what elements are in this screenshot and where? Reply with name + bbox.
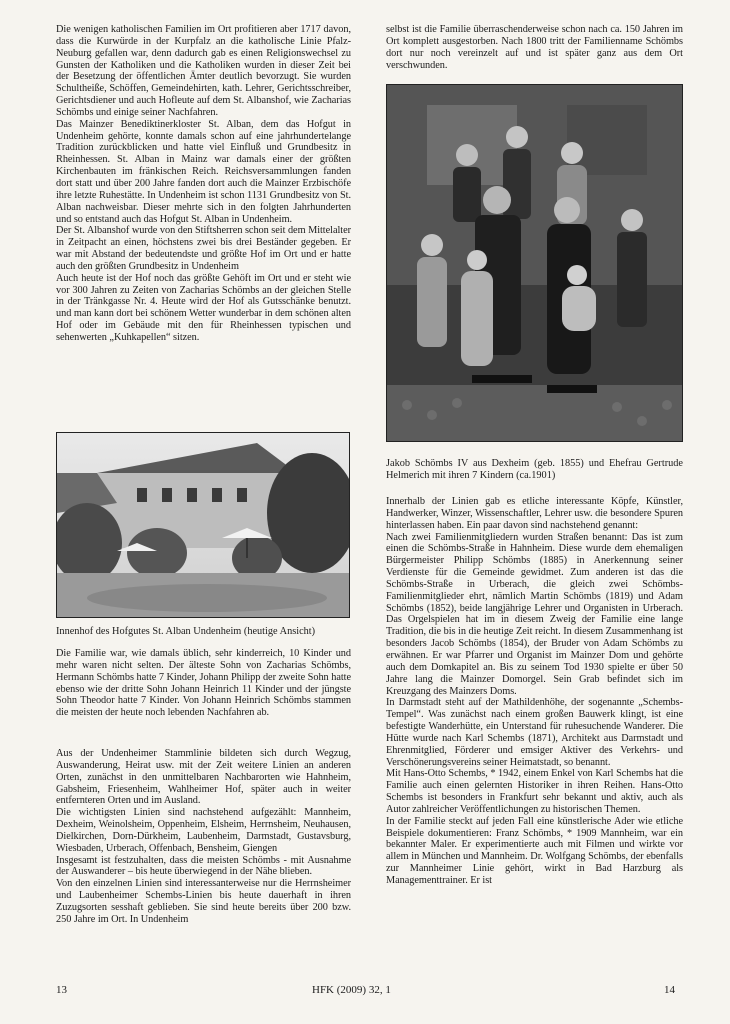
right-column-bottom [386, 496, 683, 887]
right-column-top [386, 24, 683, 71]
left-paragraph-7: Die wichtigsten Linien sind nachstehend aufgezählt: Mannheim, Dexheim, Weinolsheim, Oppenheim, Elsheim, Herrnsheim, Neuhausen, Dielkirchen, Dorn-Dürkheim, Laubenheim, Darmstadt, Gustavsburg, Wiesbaden, Urberach, Offenbach, Bensheim, Giengen [56, 807, 351, 854]
courtyard-photo [56, 432, 350, 618]
left-column-top [56, 24, 351, 344]
family-portrait-photo [386, 84, 683, 442]
left-paragraph-4: Auch heute ist der Hof noch das größte Gehöft im Ort und er steht wie vor 300 Jahren zu Zeiten von Zacharias Schömbs an der gleichen Stelle in der Tränkgasse Nr. 4. Heute wird der Hof als Gutsschänke benutzt. und man kann dort bei schönem Wetter wunderbar in dem schönen alten Hof oder im Gebäude mit den für Rheinhessen typischen und sehenwerten „Kuhkapellen“ sitzen. [56, 272, 351, 343]
left-paragraph-9: Von den einzelnen Linien sind interessanterweise nur die Herrnsheimer und Laubenheimer Schembs-Linien bis heute dauerhaft in ihren Zuzugsorten sesshaft geblieben. Sie sind heute bereits über 200 bzw. 250 Jahre im Ort. In Undenheim [56, 878, 351, 925]
right-photo-caption-box [386, 458, 683, 482]
left-paragraph-6: Aus der Undenheimer Stammlinie bildeten sich durch Wegzug, Auswanderung, Heirat usw. mit der Zeit weitere Linien an anderen Orten, zunächst in den unmittelbaren Nachbarorten wie Hahnheim, Gabsheim, Friesenheim, Wahlheimer Hof, später auch in weiter entfernteren Orten und im Ausland. [56, 748, 351, 807]
right-paragraph-2: Innerhalb der Linien gab es etliche interessante Köpfe, Künstler, Handwerker, Winzer, Wissenschaftler, Lehrer usw. die besondere Spuren hinterlassen haben. Ein paar davon sind nachstehend genannt: [386, 496, 683, 531]
left-paragraph-5: Die Familie war, wie damals üblich, sehr kinderreich, 10 Kinder und mehr waren nicht selten. Der älteste Sohn von Zacharias Schömbs, Hermann Schömbs hatte 7 Kinder, Johann Philipp der zweite Sohn hatte ebenso wie der dritte Sohn Johann Heinrich 11 Kinder und der jüngste Sohn Theodor hatte 7 Kinder. Von Johann Heinrich Schömbs stammen die meisten der heute noch lebenden Nachfahren ab. [56, 648, 351, 719]
right-paragraph-4: In Darmstadt steht auf der Mathildenhöhe, der sogenannte „Schembs-Tempel“. Was zunächst nach einem großen Bauwerk klingt, ist eine befestigte Wanderhütte, ein Unterstand für ruhesuchende Wanderer. Die Hütte wurde nach Karl Schembs (1871), Architekt aus Darmstadt und Ehrenmitglied, Förderer und emsiger Aktiver des Verkehrs- und Verschönerungsvereins seiner Heimatstadt, so benannt. [386, 697, 683, 768]
page-number-left: 13 [56, 984, 67, 996]
right-paragraph-6: In der Familie steckt auf jeden Fall eine künstlerische Ader wie etliche Beispiele dokumentieren: Franz Schömbs, * 1909 Mannheim, war ein bekannter Maler. Er experimentierte auch mit Filmen und wirkte vor allem in München und Mannheim. Dr. Wolfgang Schömbs, der ebenfalls zur Mannheimer Linie gehört, wirkt in Bad Harzburg als Managementtrainer. Er ist [386, 815, 683, 886]
right-paragraph-5: Mit Hans-Otto Schembs, * 1942, einem Enkel von Karl Schembs hat die Familie auch einen gelernten Historiker in ihren Reihen. Hans-Otto Schembs ist besonders in Frankfurt sehr bekannt und aktiv, auch als Autor zahlreicher Veröffentlichungen zu historischen Themen. [386, 768, 683, 815]
left-paragraph-2: Das Mainzer Benediktinerkloster St. Alban, dem das Hofgut in Undenheim gehörte, konnte damals schon auf eine jahrhundertelange Tradition zurückblicken und hatte viel Einfluß und Grundbesitz in Rheinhessen. St. Alban in Mainz war damals einer der größten Kirchenbauten im fränkischen Reich. Reichsversammlungen fanden dort statt und über 200 Jahre fanden dort auch die Mainzer Erzbischöfe ihre letzte Ruhestätte. In Undenheim ist schon 1131 Grundbesitz von St. Alban nachweisbar. Dieser mehrte sich in den folgten Jahrhunderten und so entstand auch das Hofgut St. Alban in Undenheim. [56, 118, 351, 225]
left-paragraph-8: Insgesamt ist festzuhalten, dass die meisten Schömbs - mit Ausnahme der Auswanderer – bis heute überwiegend in der Nähe blieben. [56, 854, 351, 878]
left-column-middle [56, 648, 351, 719]
journal-reference: HFK (2009) 32, 1 [312, 984, 391, 996]
right-paragraph-3: Nach zwei Familienmitgliedern wurden Straßen benannt: Das ist zum einen die Schömbs-Straße in Hahnheim. Diese wurde dem ehemaligen Bürgermeister Philipp Schömbs (1885) in Anerkennung seiner Verdienste für die Gemeinde gewidmet. Zum anderen ist das die Schömbs-Straße in Urberach, die gleich zwei Schömbs-Familienmitglieder ehrt, nämlich Martin Schömbs (1819) und Adam Schömbs (1852), beide langjährige Lehrer und Organisten in Urberach. Das Orgelspielen hat im in diesem Zweig der Familie eine lange Tradition, die bis in die heutige Zeit reicht. In diesem Zusammenhang ist besonders Jacob Schömbs (1854), der Bruder von Adam Schömbs zu erwähnen. Er war Pfarrer und Organist im Mainzer Dom und gehörte auch dem Domkapitel an. Bis zu seinem Tod 1930 spielte er über 50 Jahre lang die Mainzer Domorgel. Sein Grab befindet sich im Kreuzgang des Mainzers Doms. [386, 531, 683, 697]
left-paragraph-3: Der St. Albanshof wurde von den Stiftsherren schon seit dem Mittelalter in Zeitpacht an einen, höchstens zwei bis drei Beständer gegeben. Er war mit Abstand der bedeutendste und größte Hof im Ort und er hatte auch den größten Grundbesitz in Undenheim [56, 225, 351, 272]
left-paragraph-1: Die wenigen katholischen Familien im Ort profitieren aber 1717 davon, dass die Kurwürde in der Kurpfalz an die katholische Linie Pfalz-Neuburg gefallen war, denn dadurch gab es einen Religionswechsel zu Gunsten der Katholiken und die Katholiken wurden in dieser Zeit bei der Besetzung der öffentlichen Ämter deutlich bevorzugt. Sie wurden Schultheiße, Schöffen, Gemeindehirten, kath. Lehrer, Gerichtsschreiber, Gerichtsdiener und auch Hofleute auf dem St. Albanshof, wie Zacharias Schömbs und einige seiner Nachfahren. [56, 24, 351, 118]
left-photo-caption-box [56, 626, 356, 638]
courtyard-caption: Innenhof des Hofgutes St. Alban Undenheim (heutige Ansicht) [56, 626, 316, 637]
family-portrait-caption: Jakob Schömbs IV aus Dexheim (geb. 1855) und Ehefrau Gertrude Helmerich mit ihren 7 Kindern (ca.1901) [386, 458, 683, 481]
page-number-right: 14 [664, 984, 675, 996]
right-paragraph-1: selbst ist die Familie überraschenderweise schon nach ca. 150 Jahren im Ort komplett ausgestorben. Nach 1800 tritt der Familienname Schömbs dort nur noch vereinzelt auf und ist später ganz aus dem Ort verschwunden. [386, 24, 683, 71]
left-column-bottom [56, 748, 351, 926]
